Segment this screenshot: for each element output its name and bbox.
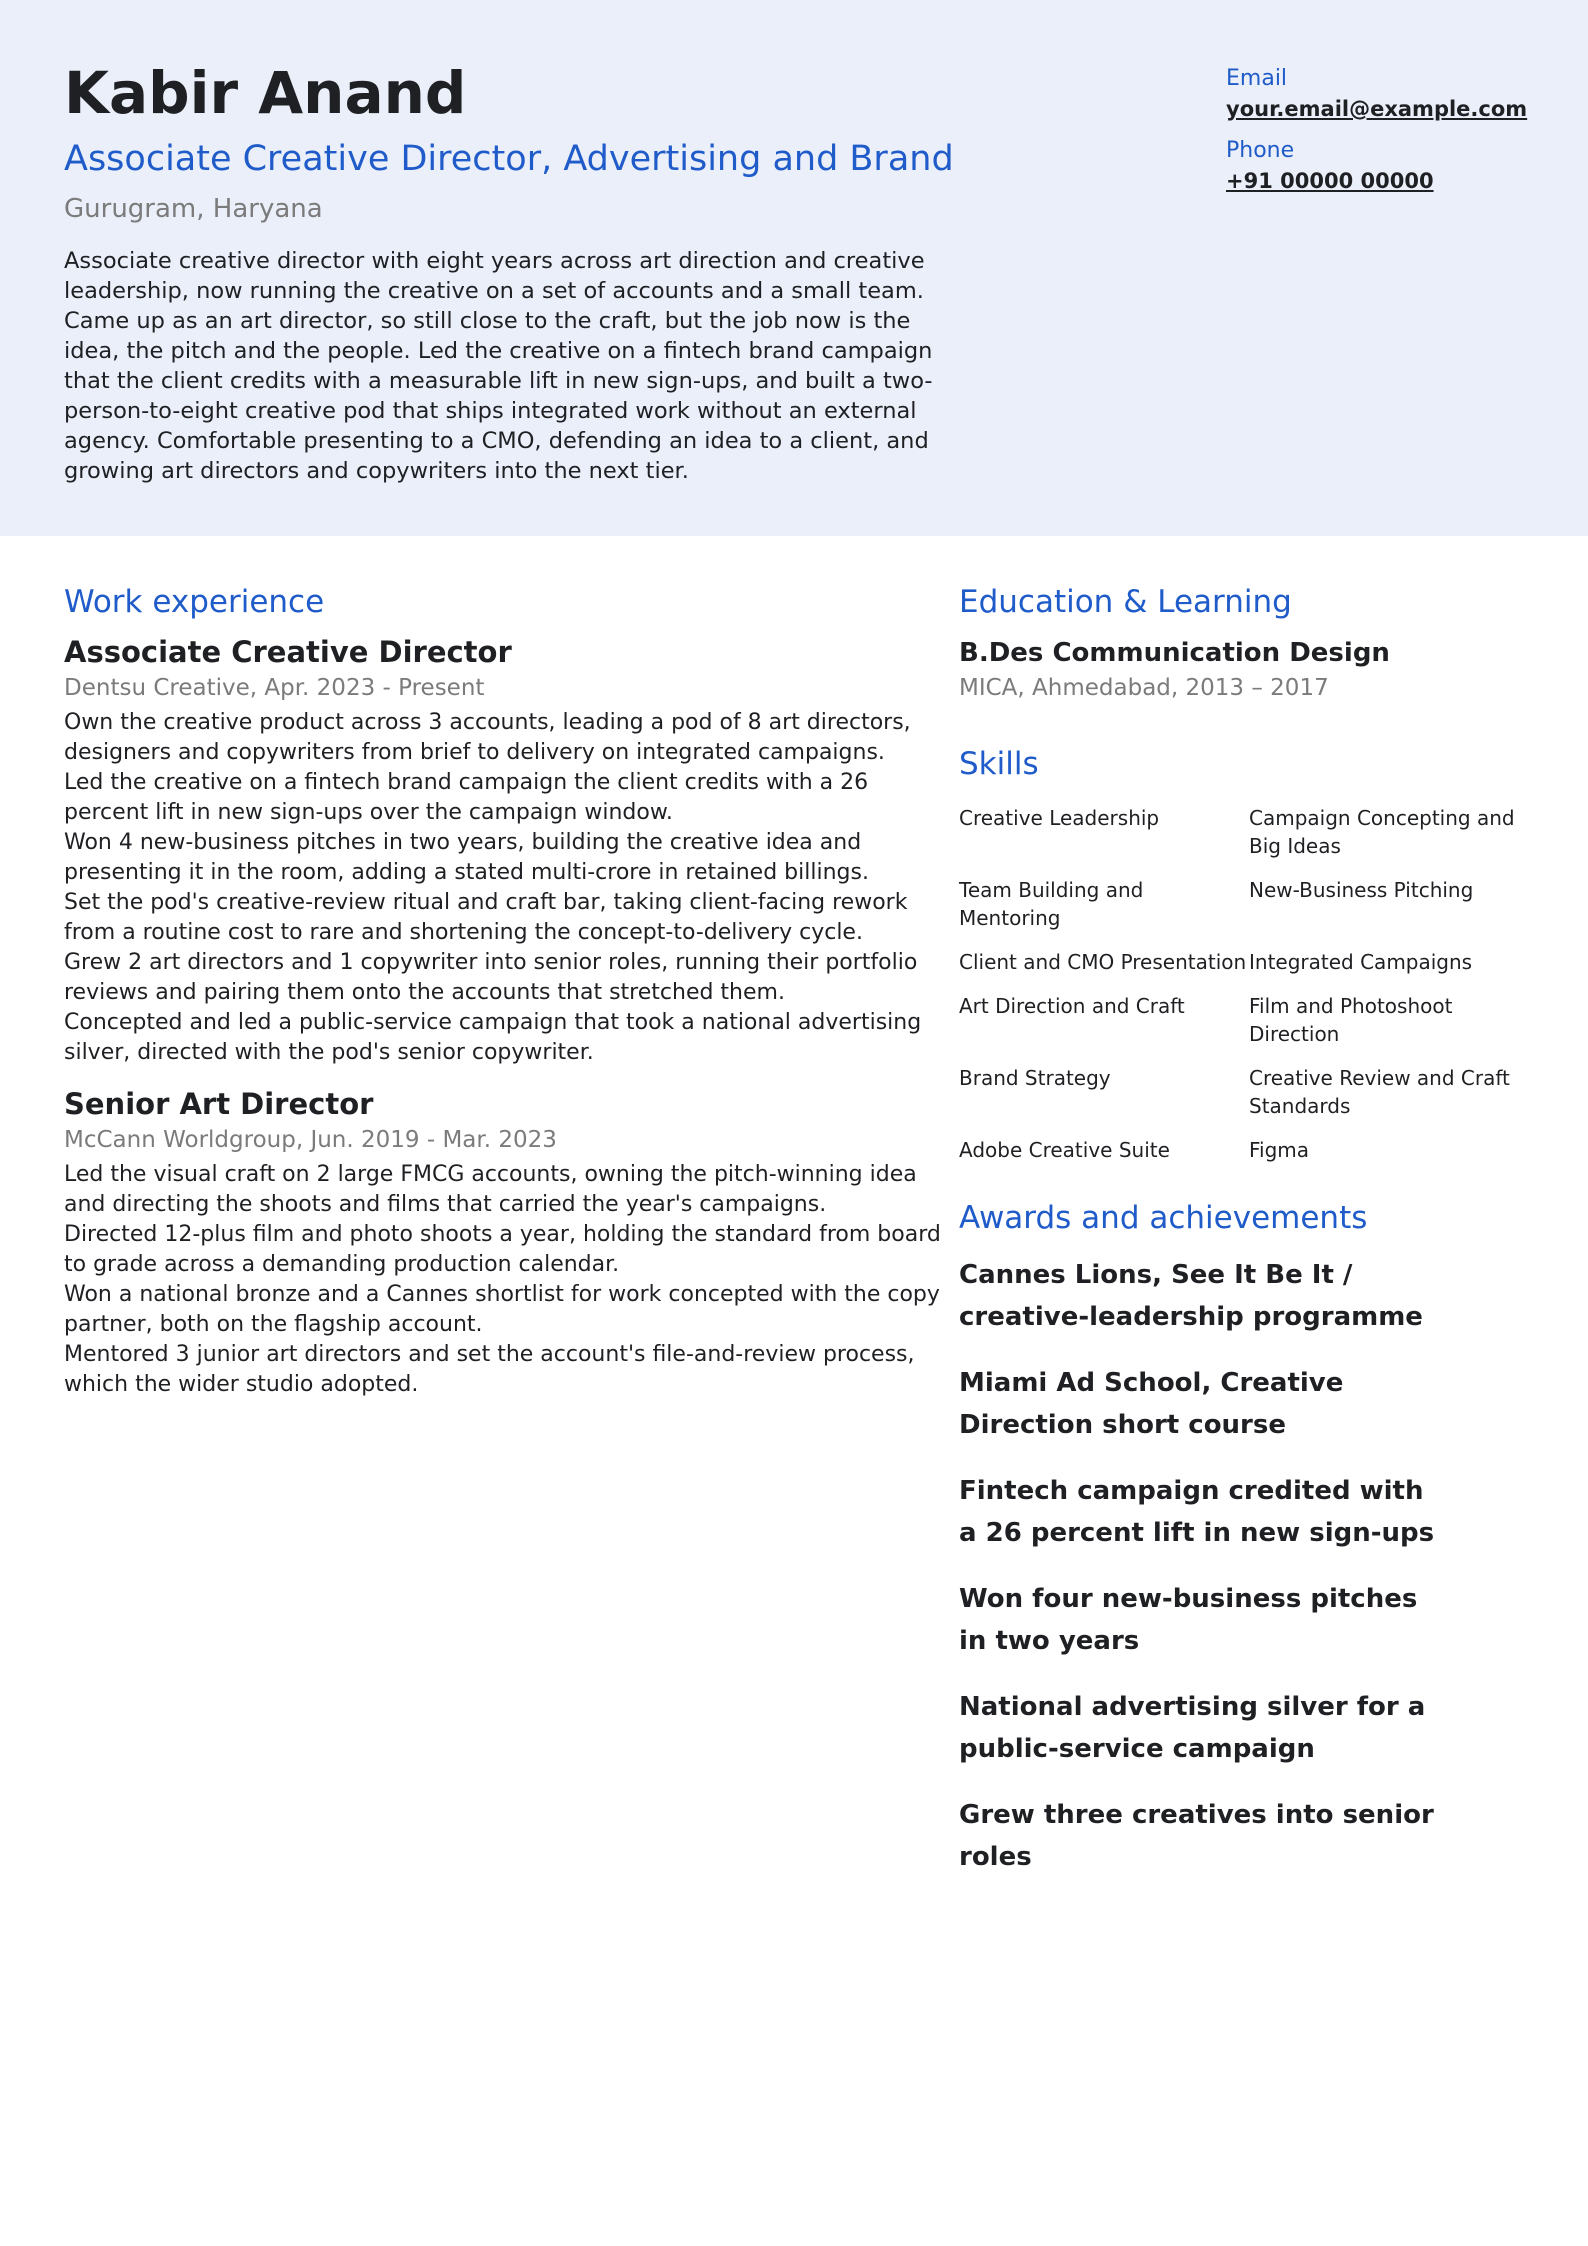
job-description <box>64 708 944 1068</box>
skill-item: Art Direction and Craft <box>959 994 1185 1018</box>
job-title: Senior Art Director <box>64 1087 374 1121</box>
job-description <box>64 1160 944 1400</box>
email-link[interactable]: your.email@example.com <box>1226 97 1528 121</box>
phone-link[interactable]: +91 00000 00000 <box>1226 169 1434 193</box>
left-column <box>64 582 944 1400</box>
skills-grid <box>959 804 1559 1164</box>
job-bullet: Grew 2 art directors and 1 copywriter into senior roles, running their portfolio reviews and pairing them onto the accounts that stretched them. <box>64 950 918 1005</box>
skill-item: Team Building and Mentoring <box>959 878 1144 930</box>
job-bullet: Set the pod's creative-review ritual and craft bar, taking client-facing rework from a routine cost to rare and shortening the concept-to-delivery cycle. <box>64 890 908 945</box>
email-label: Email <box>1226 66 1288 91</box>
skill-item: Creative Leadership <box>959 806 1160 830</box>
job-company-dates: Dentsu Creative, Apr. 2023 - Present <box>64 675 485 701</box>
job-bullet: Own the creative product across 3 accounts, leading a pod of 8 art directors, designers and copywriters from brief to delivery on integrated campaigns. <box>64 710 911 765</box>
school-dates: MICA, Ahmedabad, 2013 – 2017 <box>959 675 1329 701</box>
skill-item: Campaign Concepting and Big Ideas <box>1249 806 1515 858</box>
job-bullet: Mentored 3 junior art directors and set the account's file-and-review process, which the wider studio adopted. <box>64 1342 915 1397</box>
job-bullet: Led the visual craft on 2 large FMCG accounts, owning the pitch-winning idea and directing the shoots and films that carried the year's campaigns. <box>64 1162 917 1217</box>
job-bullet: Led the creative on a fintech brand campaign the client credits with a 26 percent lift in new sign-ups over the campaign window. <box>64 770 869 825</box>
degree-title: B.Des Communication Design <box>959 638 1390 668</box>
award-item: Cannes Lions, See It Be It / creative-leadership programme <box>959 1260 1423 1332</box>
work-experience-heading: Work experience <box>64 584 325 620</box>
job-bullet: Won a national bronze and a Cannes shortlist for work concepted with the copy partner, both on the flagship account. <box>64 1282 940 1337</box>
education-heading: Education & Learning <box>959 584 1292 620</box>
skill-item: Integrated Campaigns <box>1249 950 1473 974</box>
skill-item: Client and CMO Presentation <box>959 950 1247 974</box>
award-item: Fintech campaign credited with a 26 percent lift in new sign-ups <box>959 1476 1435 1548</box>
job-bullet: Concepted and led a public-service campaign that took a national advertising silver, directed with the pod's senior copywriter. <box>64 1010 922 1065</box>
award-item: Miami Ad School, Creative Direction short course <box>959 1368 1344 1440</box>
job-title: Associate Creative Director <box>64 635 512 669</box>
skill-item: Adobe Creative Suite <box>959 1138 1170 1162</box>
skill-item: Creative Review and Craft Standards <box>1249 1066 1510 1118</box>
header-banner <box>0 0 1588 536</box>
right-column <box>959 582 1559 1878</box>
skill-item: New-Business Pitching <box>1249 878 1474 902</box>
award-item: Won four new-business pitches in two years <box>959 1584 1418 1656</box>
job-bullet: Won 4 new-business pitches in two years, building the creative idea and presenting it in the room, adding a stated multi-crore in retained billings. <box>64 830 869 885</box>
skill-item: Film and Photoshoot Direction <box>1249 994 1453 1046</box>
skills-heading: Skills <box>959 746 1039 782</box>
skill-item: Brand Strategy <box>959 1066 1111 1090</box>
candidate-location: Gurugram, Haryana <box>64 194 323 224</box>
awards-list <box>959 1254 1559 1878</box>
job-entry <box>64 1086 944 1400</box>
phone-label: Phone <box>1226 138 1295 163</box>
job-company-dates: McCann Worldgroup, Jun. 2019 - Mar. 2023 <box>64 1127 557 1153</box>
contact-block <box>1226 64 1556 196</box>
candidate-name: Kabir Anand <box>64 59 467 127</box>
award-item: Grew three creatives into senior roles <box>959 1800 1434 1872</box>
job-bullet: Directed 12-plus film and photo shoots a year, holding the standard from board to grade across a demanding production calendar. <box>64 1222 941 1277</box>
job-entry <box>64 634 944 1068</box>
award-item: National advertising silver for a public-service campaign <box>959 1692 1426 1764</box>
profile-summary: Associate creative director with eight years across art direction and creative leadership, now running the creative on a set of accounts and a small team. Came up as an art director, so still close to the craft, but the job now is the idea, the pitch and the people. Led the creative on a fintech brand campaign that the client credits with a measurable lift in new sign-ups, and built a two-person-to-eight creative pod that ships integrated work without an external agency. Comfortable presenting to a CMO, defending an idea to a client, and growing art directors and copywriters into the next tier. <box>64 248 933 484</box>
skill-item: Figma <box>1249 1138 1310 1162</box>
candidate-title: Associate Creative Director, Advertising and Brand <box>64 139 954 179</box>
awards-heading: Awards and achievements <box>959 1200 1368 1236</box>
